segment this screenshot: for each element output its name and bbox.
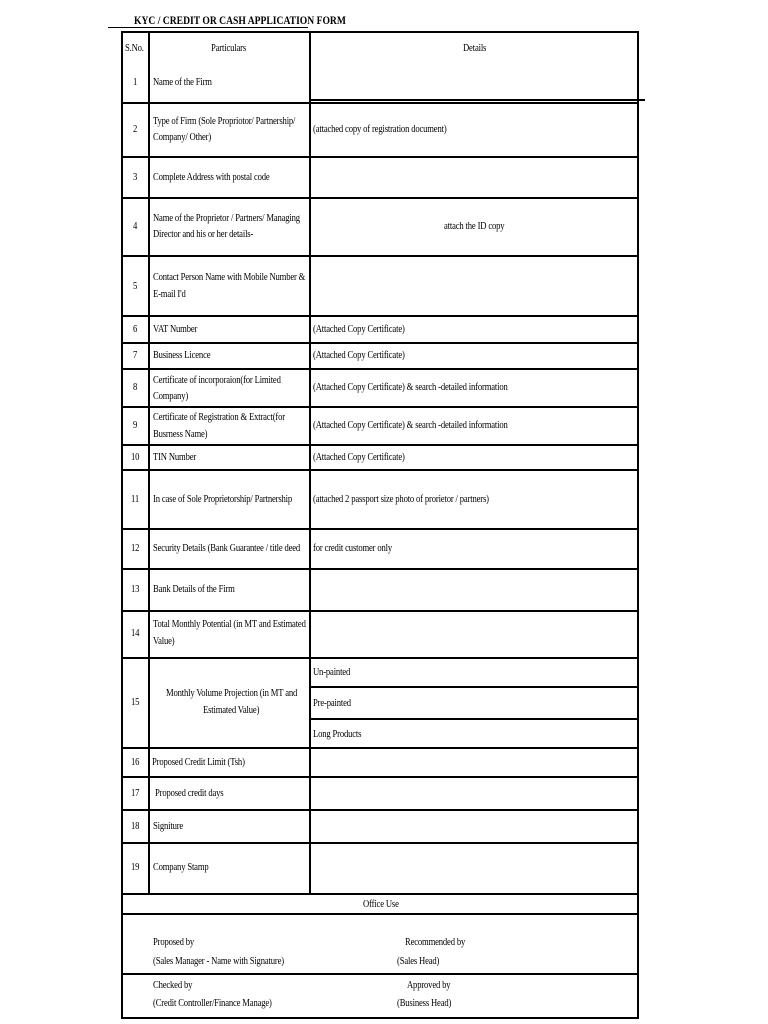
form-title: KYC / CREDIT OR CASH APPLICATION FORM xyxy=(134,13,346,27)
row-particulars: Type of Firm (Sole Propriotor/ Partnership/ xyxy=(153,116,296,127)
row-line xyxy=(121,1017,639,1019)
row-particulars: Security Details (Bank Guarantee / title deed xyxy=(153,543,301,554)
row-line xyxy=(121,315,639,317)
row-line xyxy=(121,657,639,659)
row-line xyxy=(121,610,639,612)
row-particulars: Bank Details of the Firm xyxy=(153,584,235,595)
row-line xyxy=(121,31,639,33)
row-details: (attached 2 passport size photo of prorietor / partners) xyxy=(313,494,489,505)
row-details: (Attached Copy Certificate) & search -detailed information xyxy=(313,420,508,431)
row-number: 14 xyxy=(131,628,140,639)
row-number: 17 xyxy=(131,788,140,799)
col-sep-particulars xyxy=(309,31,311,894)
row-particulars: Total Monthly Potential (in MT and Estimated xyxy=(153,619,306,630)
title-underline xyxy=(108,27,308,28)
row-particulars: Name of the Proprietor / Partners/ Managing xyxy=(153,213,300,224)
row-number: 7 xyxy=(133,350,138,361)
row-number: 16 xyxy=(131,757,140,768)
header-details: Details xyxy=(463,43,487,54)
row-particulars: Complete Address with postal code xyxy=(153,172,270,183)
row-particulars: Proposed Credit Limit (Tsh) xyxy=(152,757,245,768)
row-number: 1 xyxy=(133,77,138,88)
checked-by-role: (Credit Controller/Finance Manage) xyxy=(153,998,272,1009)
row-details: for credit customer only xyxy=(313,543,393,554)
row-particulars: In case of Sole Proprietorship/ Partnership xyxy=(153,494,293,505)
row-details: (Attached Copy Certificate) xyxy=(313,350,405,361)
row-line xyxy=(121,197,639,199)
row-particulars: Company/ Other) xyxy=(153,132,212,143)
recommended-by-label: Recommended by xyxy=(405,937,466,948)
row-particulars: VAT Number xyxy=(153,324,198,335)
row-particulars: Value) xyxy=(153,636,175,647)
row-particulars: Director and his or her details- xyxy=(153,229,254,240)
row-line xyxy=(121,102,639,104)
row-line xyxy=(121,842,639,844)
row-number: 13 xyxy=(131,584,140,595)
row-line xyxy=(121,342,639,344)
row-particulars: Busrness Name) xyxy=(153,429,208,440)
row-subitem: Un-painted xyxy=(313,667,351,678)
row-number: 3 xyxy=(133,172,138,183)
row-line xyxy=(121,893,639,895)
row-details: (Attached Copy Certificate) xyxy=(313,452,405,463)
row-particulars: Company) xyxy=(153,391,189,402)
approved-by-label: Approved by xyxy=(407,980,451,991)
row-particulars: Business Licence xyxy=(153,350,211,361)
row-line xyxy=(309,99,645,101)
row-line xyxy=(121,156,639,158)
row-subitem: Pre-painted xyxy=(313,698,351,709)
row-particulars: Monthly Volume Projection (in MT and xyxy=(166,688,298,699)
row-number: 4 xyxy=(133,221,138,232)
row-particulars: Certificate of Registration & Extract(for xyxy=(153,412,285,423)
row-number: 18 xyxy=(131,821,140,832)
row-particulars: Contact Person Name with Mobile Number & xyxy=(153,272,306,283)
row-line xyxy=(121,469,639,471)
row-number: 8 xyxy=(133,382,138,393)
row-line xyxy=(309,718,639,720)
row-line xyxy=(121,568,639,570)
row-number: 6 xyxy=(133,324,138,335)
row-line xyxy=(121,444,639,446)
col-sep-sno xyxy=(148,31,150,894)
row-line xyxy=(121,368,639,370)
row-particulars: Company Stamp xyxy=(153,862,209,873)
proposed-by-label: Proposed by xyxy=(153,937,195,948)
row-particulars: Proposed credit days xyxy=(155,788,224,799)
row-number: 19 xyxy=(131,862,140,873)
row-particulars: TIN Number xyxy=(153,452,197,463)
table-border-right xyxy=(637,31,639,1019)
header-sno: S.No. xyxy=(125,43,144,54)
row-details: attach the ID copy xyxy=(444,221,505,232)
row-number: 9 xyxy=(133,420,138,431)
row-line xyxy=(121,776,639,778)
row-number: 12 xyxy=(131,543,140,554)
row-subitem: Long Products xyxy=(313,729,362,740)
row-particulars: Name of the Firm xyxy=(153,77,212,88)
row-number: 11 xyxy=(131,494,139,505)
row-line xyxy=(121,255,639,257)
row-line xyxy=(309,686,639,688)
recommended-by-role: (Sales Head) xyxy=(397,956,440,967)
row-line xyxy=(121,528,639,530)
row-particulars: Signiture xyxy=(153,821,184,832)
row-particulars: Estimated Value) xyxy=(203,705,260,716)
row-number: 15 xyxy=(131,697,140,708)
row-line xyxy=(121,973,639,975)
row-details: (Attached Copy Certificate) & search -detailed information xyxy=(313,382,508,393)
row-line xyxy=(121,809,639,811)
table-border-left xyxy=(121,31,123,1019)
row-line xyxy=(121,913,639,915)
row-particulars: Certificate of incorporaion(for Limited xyxy=(153,375,281,386)
office-use-title: Office Use xyxy=(363,899,399,910)
row-particulars: E-mail I'd xyxy=(153,289,186,300)
approved-by-role: (Business Head) xyxy=(397,998,452,1009)
proposed-by-role: (Sales Manager - Name with Signature) xyxy=(153,956,284,967)
header-particulars: Particulars xyxy=(211,43,247,54)
row-number: 5 xyxy=(133,281,138,292)
row-line xyxy=(121,406,639,408)
row-details: (Attached Copy Certificate) xyxy=(313,324,405,335)
checked-by-label: Checked by xyxy=(153,980,193,991)
row-number: 10 xyxy=(131,452,140,463)
row-line xyxy=(121,747,639,749)
row-number: 2 xyxy=(133,124,138,135)
row-details: (attached copy of registration document) xyxy=(313,124,447,135)
